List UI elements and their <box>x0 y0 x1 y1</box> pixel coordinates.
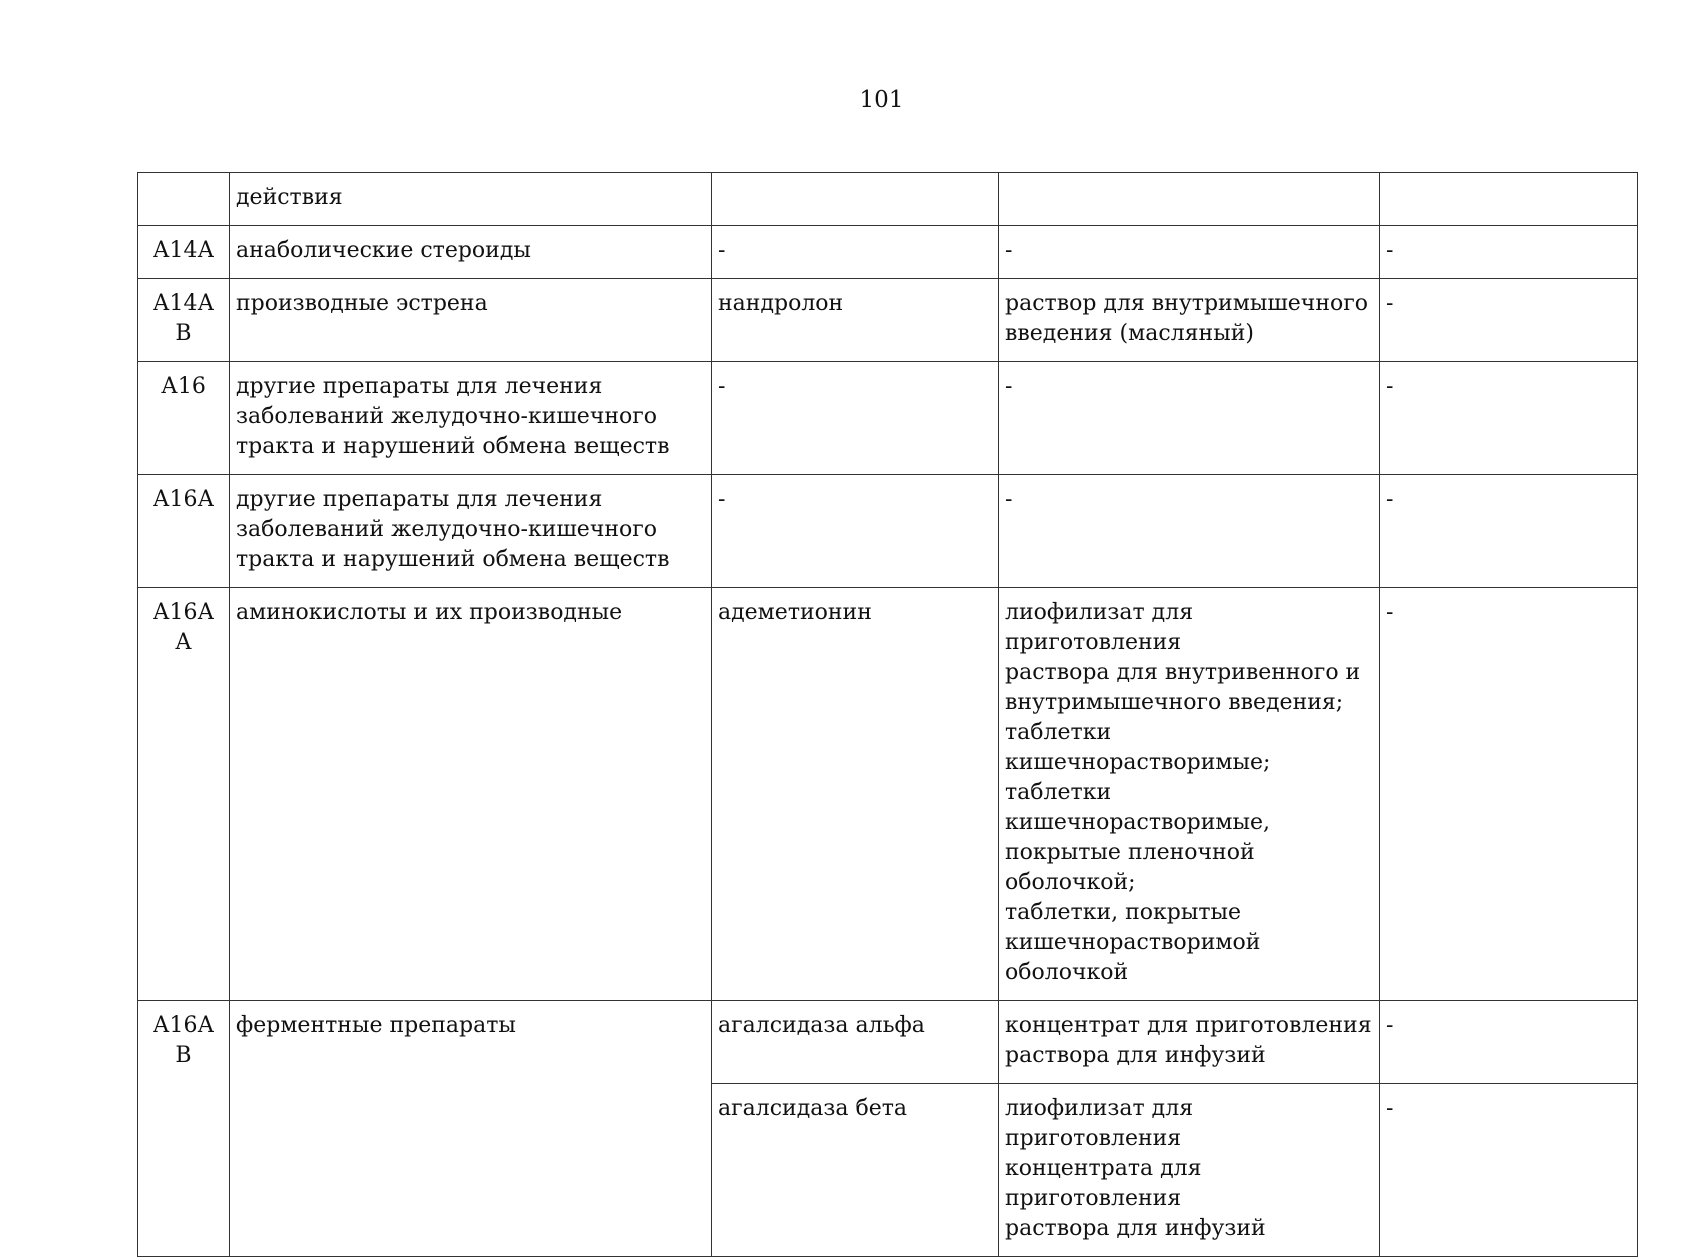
dosage-form-cell: - <box>999 226 1380 279</box>
dosage-form-cell: - <box>999 475 1380 588</box>
table-row <box>138 279 1638 362</box>
group-cell: анаболические стероиды <box>230 226 712 279</box>
dosage-form-cell: лиофилизат для приготовления концентрата для приготовления раствора для инфузий <box>999 1084 1380 1257</box>
group-cell: аминокислоты и их производные <box>230 588 712 1001</box>
atc-code-cell <box>138 173 230 226</box>
atc-code-cell: А16А <box>138 475 230 588</box>
dosage-form-cell: - <box>999 362 1380 475</box>
atc-code-cell: А14А <box>138 226 230 279</box>
note-cell: - <box>1380 475 1638 588</box>
drug-cell <box>712 173 999 226</box>
page-number: 101 <box>859 87 904 113</box>
table-row <box>138 226 1638 279</box>
drug-cell: - <box>712 362 999 475</box>
drug-cell: агалсидаза альфа <box>712 1001 999 1084</box>
note-cell: - <box>1380 1084 1638 1257</box>
table-row <box>138 475 1638 588</box>
table-row <box>138 1001 1638 1084</box>
atc-code-cell: А16А В <box>138 1001 230 1257</box>
note-cell: - <box>1380 588 1638 1001</box>
dosage-form-cell <box>999 173 1380 226</box>
atc-code-cell: А14А В <box>138 279 230 362</box>
drug-cell: адеметионин <box>712 588 999 1001</box>
atc-code-cell: А16 <box>138 362 230 475</box>
note-cell: - <box>1380 279 1638 362</box>
drug-cell: нандролон <box>712 279 999 362</box>
table-row <box>138 173 1638 226</box>
drug-table <box>137 172 1638 1257</box>
table-row <box>138 362 1638 475</box>
note-cell <box>1380 173 1638 226</box>
note-cell: - <box>1380 1001 1638 1084</box>
group-cell: производные эстрена <box>230 279 712 362</box>
group-cell: действия <box>230 173 712 226</box>
group-cell: другие препараты для лечения заболеваний желудочно-кишечного тракта и нарушений обмена веществ <box>230 362 712 475</box>
drug-cell: - <box>712 475 999 588</box>
group-cell: другие препараты для лечения заболеваний желудочно-кишечного тракта и нарушений обмена веществ <box>230 475 712 588</box>
note-cell: - <box>1380 226 1638 279</box>
table-row <box>138 588 1638 1001</box>
drug-cell: - <box>712 226 999 279</box>
dosage-form-cell: концентрат для приготовления раствора для инфузий <box>999 1001 1380 1084</box>
drug-cell: агалсидаза бета <box>712 1084 999 1257</box>
group-cell: ферментные препараты <box>230 1001 712 1257</box>
dosage-form-cell: раствор для внутримышечного введения (масляный) <box>999 279 1380 362</box>
note-cell: - <box>1380 362 1638 475</box>
atc-code-cell: А16А А <box>138 588 230 1001</box>
dosage-form-cell: лиофилизат для приготовления раствора для внутривенного и внутримышечного введения; таблетки кишечнорастворимые; таблетки кишечнорастворимые, покрытые пленочной оболочкой; таблетки, покрытые кишечнорастворимой оболочкой <box>999 588 1380 1001</box>
